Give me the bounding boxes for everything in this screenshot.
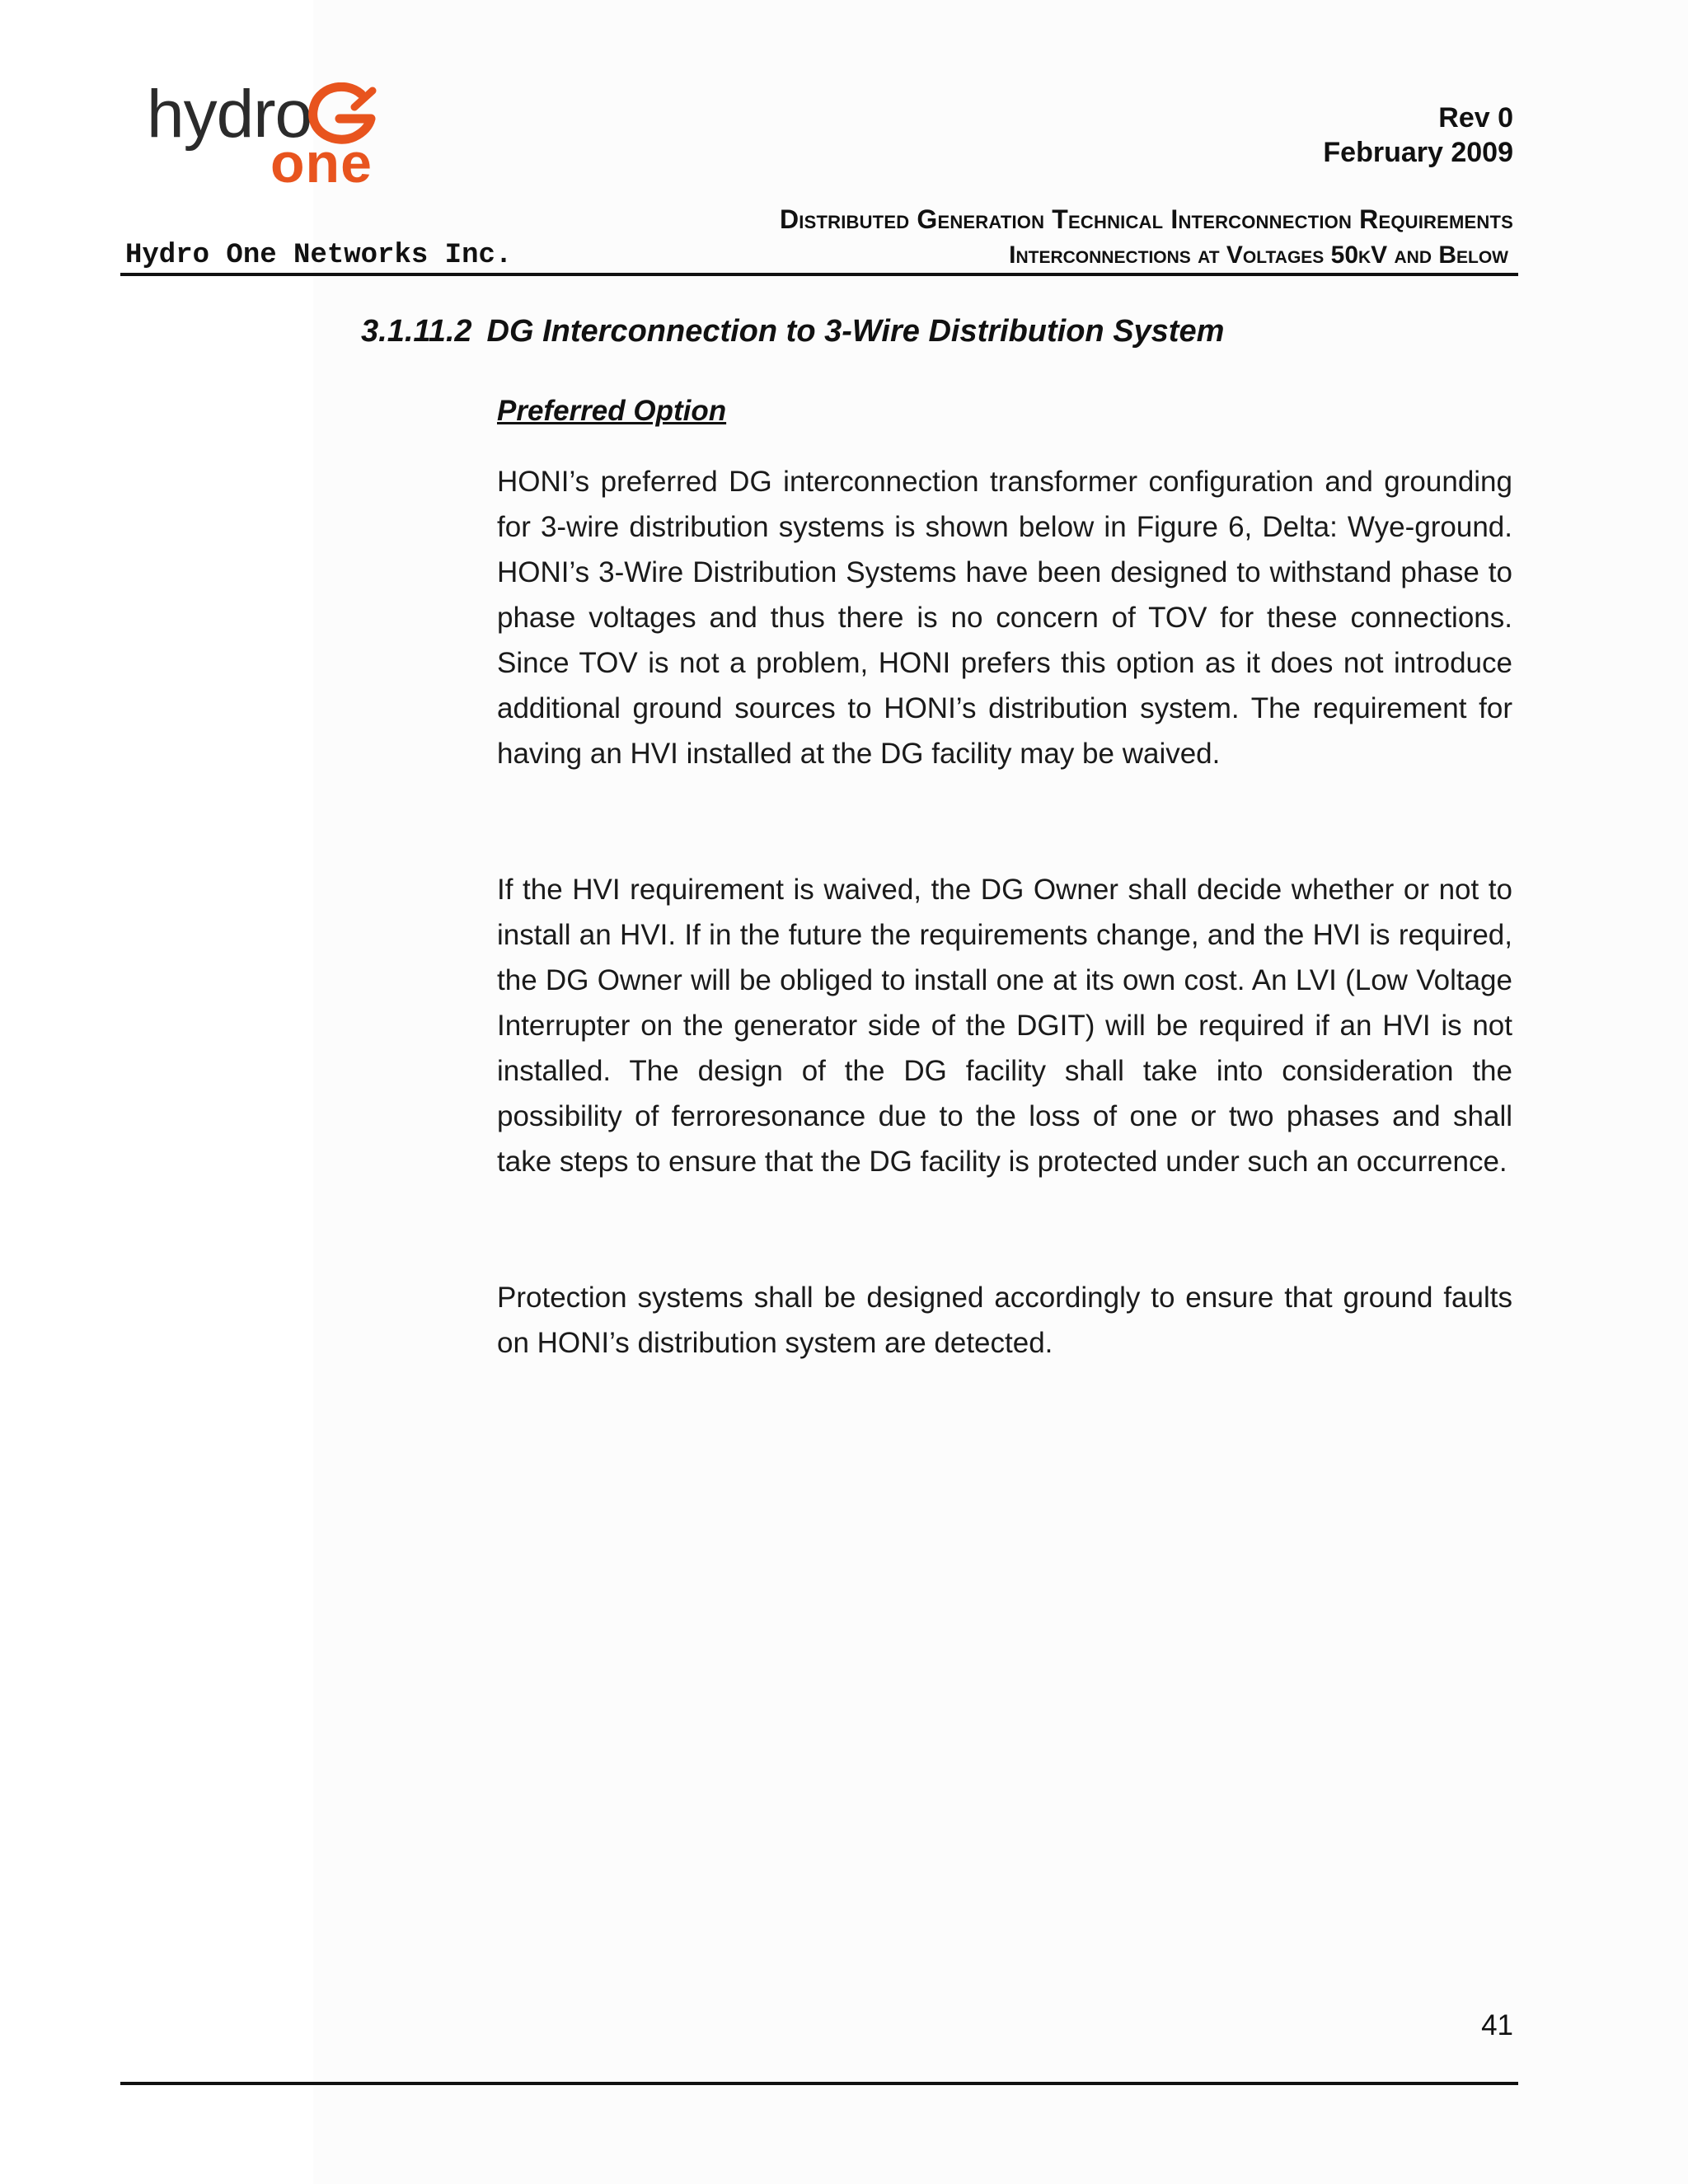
document-subtitle: Interconnections at Voltages 50kV and Below [1009,241,1508,269]
logo-word-hydro: hydro [147,77,312,152]
section-title: DG Interconnection to 3-Wire Distribution System [486,314,1225,349]
revision-number: Rev 0 [1438,102,1513,134]
section-heading [361,312,1224,351]
footer-divider [120,2082,1518,2085]
body-paragraph: HONI’s preferred DG interconnection transformer configuration and grounding for 3-wire distribution systems is shown below in Figure 6, Delta: Wye-ground. HONI’s 3-Wire Distribution Systems have been designed to withstand phase to phase voltages and thus there is no concern of TOV for these connections. Since TOV is not a problem, HONI prefers this option as it does not introduce additional ground sources to HONI’s distribution system. The requirement for having an HVI installed at the DG facility may be waived. [497,466,1512,770]
body-paragraph: If the HVI requirement is waived, the DG Owner shall decide whether or not to install an HVI. If in the future the requirements change, and the HVI is required, the DG Owner will be obliged to install one at its own cost. An LVI (Low Voltage Interrupter on the generator side of the DGIT) will be required if an HVI is not installed. The design of the DG facility shall take into consideration the possibility of ferroresonance due to the loss of one or two phases and shall take steps to ensure that the DG facility is protected under such an occurrence. [497,874,1512,1178]
page-number: 41 [1481,2009,1513,2041]
company-name: Hydro One Networks Inc. [125,240,513,271]
document-title: Distributed Generation Technical Interconnection Requirements [779,204,1513,234]
section-number: 3.1.11.2 [361,314,472,349]
hydro-one-logo [147,77,394,196]
body-paragraph: Protection systems shall be designed accordingly to ensure that ground faults on HONI’s distribution system are detected. [497,1282,1512,1359]
subheading-preferred-option: Preferred Option [497,395,727,427]
revision-block [1323,101,1513,170]
logo-word-one: one [270,132,373,194]
revision-date: February 2009 [1323,137,1513,168]
header-divider [120,273,1518,276]
